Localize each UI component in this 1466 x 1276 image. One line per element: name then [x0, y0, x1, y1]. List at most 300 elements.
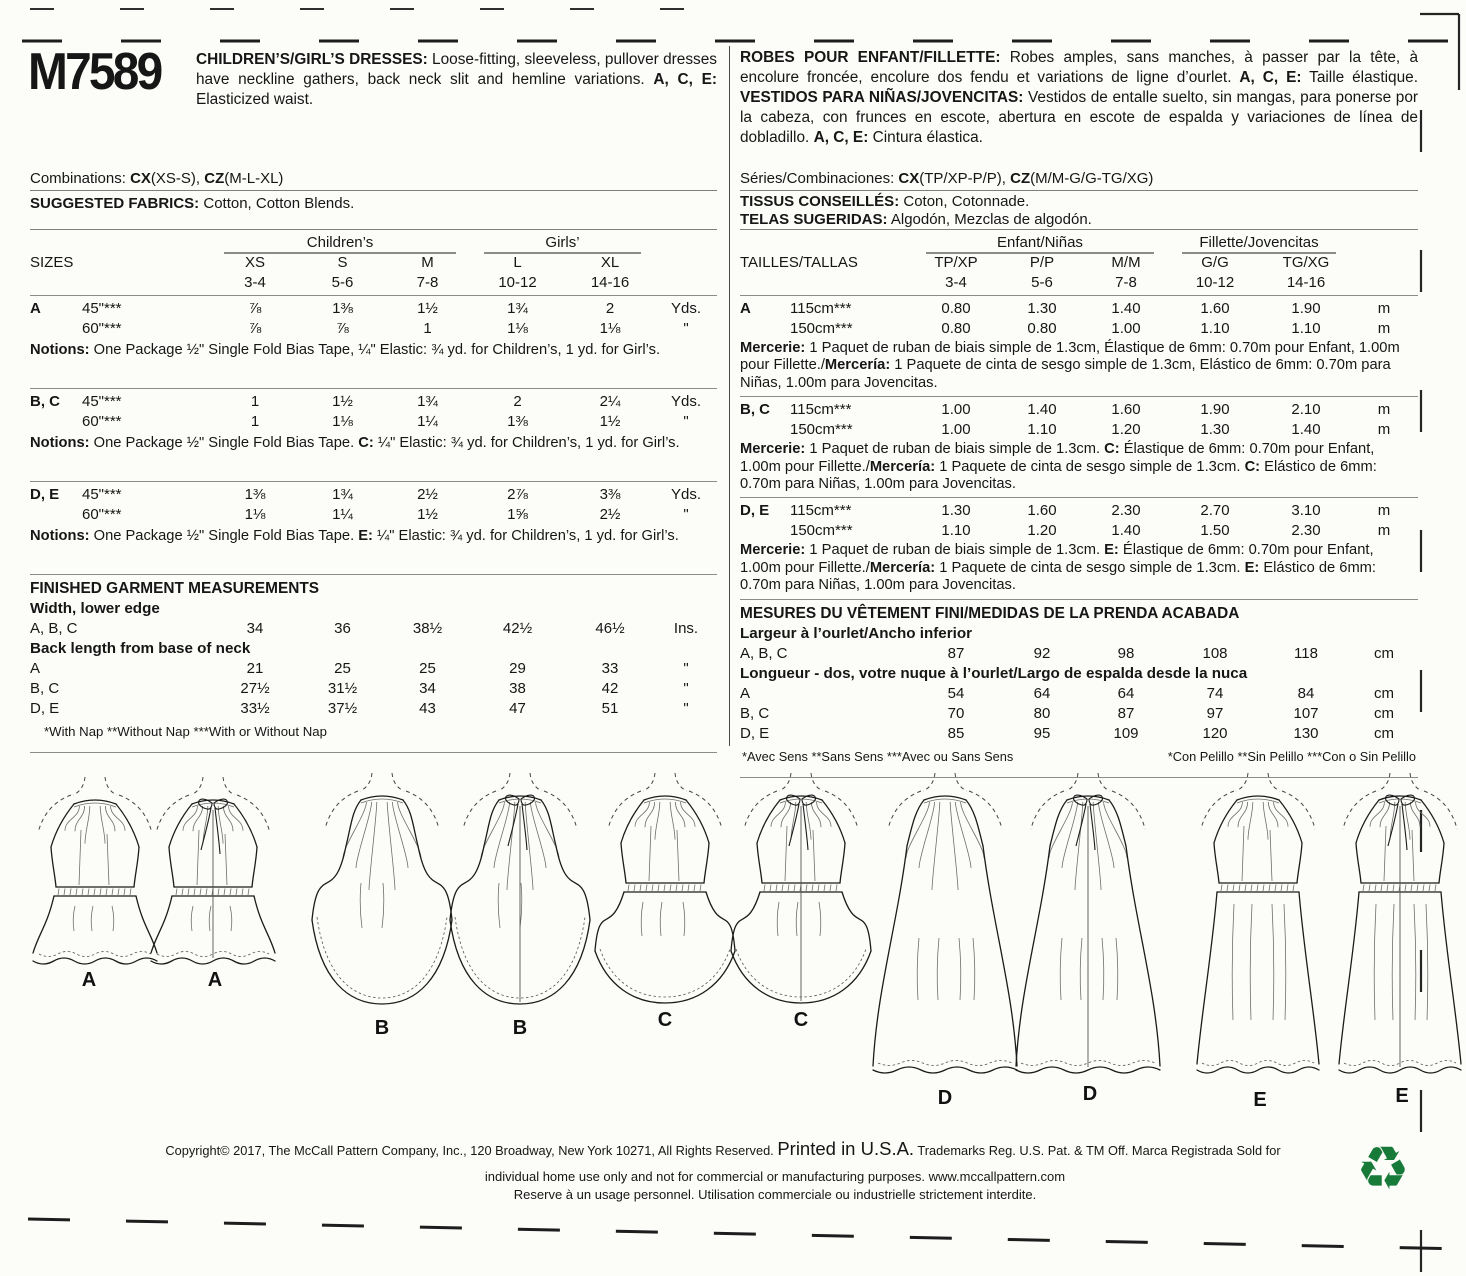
unit: cm — [1374, 644, 1394, 662]
recycle-icon: ♻ — [1356, 1135, 1410, 1202]
ages-row — [30, 273, 717, 293]
yardage-value: 2.30 — [1111, 502, 1141, 520]
bold-text: TISSUS CONSEILLÉS: — [740, 193, 900, 210]
measurement-value: 33 — [601, 660, 619, 677]
measurement-value: 47 — [509, 700, 526, 717]
yardage-value: 0.80 — [941, 320, 971, 337]
bold-text: Notions: — [30, 528, 90, 544]
fabric-width: 150cm*** — [790, 421, 853, 439]
measurement-row — [30, 699, 717, 719]
yardage-value: 1.00 — [941, 401, 971, 419]
measurement-value: 29 — [509, 660, 526, 677]
yardage-value: 1¾ — [332, 486, 353, 503]
cut-line-bottom — [28, 1219, 1466, 1249]
yardage-value: 1.60 — [1111, 401, 1141, 419]
copyright-line-1: Copyright© 2017, The McCall Pattern Company, Inc., 120 Broadway, New York 10271, All Rights Reserved. Printed in U.S.A. Trademarks Reg. U.S. Pat. & TM Off. Marca Registrada Sold for — [165, 1138, 1281, 1159]
yardage-value: 1⅜ — [244, 486, 266, 503]
view-label: C — [657, 1009, 673, 1031]
yardage-value: 1.30 — [1200, 421, 1230, 439]
yardage-value: 1.20 — [1111, 421, 1141, 439]
dress-A-front — [33, 777, 157, 991]
measurement-row — [740, 644, 1418, 664]
bold-text: ROBES POUR ENFANT/FILLETTE: — [740, 49, 1001, 66]
yardage-value: 1.90 — [1291, 300, 1321, 317]
bold-text: E: — [1244, 559, 1260, 576]
nap-footnote — [740, 744, 1418, 775]
dress-B-front — [312, 773, 452, 1039]
yardage-value: 1.60 — [1200, 300, 1230, 317]
size-header: TP/XP — [934, 254, 978, 271]
yardage-row — [740, 299, 1418, 319]
size-header: P/P — [1029, 254, 1055, 271]
measurement-value: 87 — [1117, 704, 1135, 722]
table-cell — [655, 253, 717, 273]
yardage-value: 1⅛ — [244, 506, 266, 523]
bold-text: Mercería: — [869, 458, 936, 475]
yardage-value: 1 — [250, 413, 260, 430]
measurement-value: 107 — [1293, 704, 1319, 722]
dress-A-back — [151, 777, 275, 991]
table-cell — [30, 273, 210, 293]
fabric-width: 45"*** — [82, 300, 122, 317]
yardage-row — [740, 501, 1418, 521]
measurement-value: 64 — [1033, 684, 1051, 702]
measurement-value: 38 — [509, 680, 526, 697]
rule — [30, 388, 717, 389]
age-range: 3-4 — [244, 274, 266, 291]
fabric-width: 45"*** — [82, 486, 122, 503]
size-group-children — [210, 233, 470, 254]
finished-measurements-title: FINISHED GARMENT MEASUREMENTS — [30, 580, 320, 597]
measurement-value: 120 — [1202, 724, 1228, 742]
rule — [740, 599, 1418, 600]
bold-text: Mercería: — [824, 357, 891, 374]
bold-text: TELAS SUGERIDAS: — [740, 211, 888, 228]
measurement-value: 84 — [1297, 684, 1315, 702]
yardage-value: 2.70 — [1200, 502, 1230, 520]
measurement-value: 54 — [947, 684, 965, 702]
yardage-value: 1¼ — [417, 413, 438, 430]
unit: " — [683, 680, 689, 697]
view-letter: B, C — [740, 401, 770, 419]
table-cell — [740, 273, 912, 293]
view-letter: A — [30, 660, 41, 677]
view-letter — [30, 505, 82, 525]
yardage-value: 1.00 — [1111, 320, 1141, 337]
view-label: A — [81, 969, 97, 991]
bold-text: A, C, E: — [653, 70, 717, 88]
size-group-girls — [1168, 233, 1350, 254]
nap-footnote-french: *Avec Sens **Sans Sens ***Avec ou Sans Sens — [742, 748, 1014, 764]
rule — [30, 752, 717, 753]
yardage-value: 1.40 — [1291, 421, 1321, 439]
size-group-row — [740, 233, 1418, 253]
yardage-row — [740, 420, 1418, 440]
measurement-value: 25 — [334, 660, 351, 677]
yardage-row — [30, 392, 717, 412]
yardage-value: 1½ — [332, 393, 353, 410]
ages-row — [740, 273, 1418, 293]
measurement-row — [740, 724, 1418, 744]
measurement-value: 70 — [947, 704, 965, 722]
measurement-value: 87 — [947, 644, 965, 662]
yardage-value: 1½ — [417, 506, 438, 523]
table-cell — [740, 233, 912, 254]
unit: " — [683, 700, 689, 717]
rule — [740, 777, 1418, 778]
yardage-row — [30, 505, 717, 525]
dress-E-back — [1339, 773, 1461, 1107]
yardage-row — [740, 400, 1418, 420]
bold-text: CHILDREN’S/GIRL’S DRESSES: — [196, 51, 428, 68]
measurement-value: 37½ — [327, 700, 358, 717]
yardage-value: 2 — [605, 300, 615, 317]
yardage-value: 1⅛ — [332, 413, 353, 430]
fabric-width: 150cm*** — [790, 320, 853, 337]
rule — [740, 396, 1418, 397]
measurement-value: 25 — [419, 660, 436, 677]
yardage-value: 1.10 — [941, 522, 971, 540]
yardage-value: 1.00 — [941, 421, 971, 439]
age-range: 3-4 — [945, 274, 967, 291]
yardage-value: 1¾ — [507, 300, 528, 317]
measurement-value: 97 — [1206, 704, 1224, 722]
yardage-row — [30, 412, 717, 432]
yardage-value: 1.40 — [1111, 522, 1141, 540]
measurement-value: 42½ — [502, 620, 533, 637]
description-french-spanish: ROBES POUR ENFANT/FILLETTE: Robes amples, sans manches, à passer par la tête, à encolure froncée, encolure dos fendu et variations de ligne d’ourlet. A, C, E: Taille élastique. VESTIDOS PARA NIÑAS/JOVENCITAS: Vestidos de entalle suelto, sin mangas, para ponerse por la cabeza, con frunces en escote, abertura en escote de espalda y variaciones de línea de dobladillo. A, C, E: Cintura élastica. — [740, 49, 1419, 146]
yardage-value: 2 — [513, 393, 522, 410]
measurement-value: 92 — [1033, 644, 1051, 662]
size-header: M — [421, 254, 434, 271]
yardage-value: ⅞ — [336, 320, 349, 337]
measurement-row — [30, 619, 717, 639]
measurement-row — [30, 659, 717, 679]
notions-note: Mercerie: 1 Paquet de ruban de biais simple de 1.3cm. E: Élastique de 6mm: 0.70m pour Enfant, 1.00m pour Fillette./Mercería: 1 Paquete de cinta de sesgo simple de 1.3cm. E: Elástico de 6mm: 0.70m para Niñas, 1.00m para Jovencitas. — [740, 542, 1376, 594]
size-header: G/G — [1201, 254, 1229, 271]
yardage-value: 1¼ — [332, 506, 353, 523]
yardage-value: 2½ — [417, 486, 438, 503]
sizes-row — [740, 253, 1418, 273]
unit: cm — [1374, 684, 1394, 702]
view-letter: B, C — [30, 680, 60, 697]
yardage-value: 1 — [250, 393, 260, 410]
yardage-value: 1⅝ — [507, 506, 528, 523]
fabric-width: 60"*** — [82, 320, 122, 337]
age-range: 10-12 — [1195, 274, 1235, 291]
pattern-number: M7589 — [28, 43, 161, 101]
yardage-value: 1.60 — [1027, 502, 1057, 520]
view-letter: A — [30, 300, 41, 317]
yardage-value: 3.10 — [1291, 502, 1321, 520]
copyright-line-3: Reserve à un usage personnel. Utilisation commerciale ou industrielle strictement interdite. — [513, 1187, 1037, 1202]
unit: Ins. — [673, 620, 699, 637]
bold-text: C: — [358, 435, 374, 451]
nap-footnote: *With Nap **Without Nap ***With or Without Nap — [44, 724, 327, 739]
group-label: Girls’ — [484, 233, 641, 254]
sizes-label: TAILLES/TALLAS — [740, 254, 858, 271]
unit: m — [1377, 300, 1391, 317]
bold-text: C: — [1104, 441, 1120, 458]
age-range: 14-16 — [1286, 274, 1326, 291]
yardage-value: 1½ — [417, 300, 438, 317]
fabric-width: 115cm*** — [790, 401, 852, 419]
emphasis-text: Printed in U.S.A. — [777, 1138, 915, 1159]
yardage-value: 1.30 — [941, 502, 971, 520]
table-cell — [655, 233, 717, 254]
view-letter: D, E — [30, 700, 60, 717]
size-header: XL — [600, 254, 620, 271]
unit: m — [1377, 401, 1391, 419]
unit: m — [1377, 320, 1391, 337]
age-range: 5-6 — [331, 274, 354, 291]
yardage-value: 1⅛ — [507, 320, 528, 337]
group-label: Fillette/Jovencitas — [1182, 233, 1336, 254]
unit: m — [1377, 421, 1391, 439]
unit: m — [1377, 502, 1391, 520]
yardage-value: 3⅜ — [599, 486, 621, 503]
view-letter: A — [740, 300, 751, 317]
suggested-fabrics-spanish: TELAS SUGERIDAS: Algodón, Mezclas de algodón. — [740, 211, 1092, 228]
unit: Yds. — [670, 393, 701, 410]
yardage-row — [740, 521, 1418, 541]
fabric-width: 150cm*** — [790, 522, 853, 540]
yardage-value: 1.40 — [1027, 401, 1057, 419]
measurement-value: 85 — [947, 724, 965, 742]
view-letter — [740, 420, 790, 440]
yardage-value: 0.80 — [1027, 320, 1057, 337]
fabric-width: 60"*** — [82, 506, 122, 523]
unit: " — [683, 413, 689, 430]
view-label: E — [1395, 1085, 1409, 1107]
measurement-value: 80 — [1033, 704, 1051, 722]
bold-text: Mercerie: — [740, 542, 806, 559]
bold-text: CX — [130, 170, 151, 187]
view-letter: A, B, C — [30, 620, 78, 637]
view-label: D — [1082, 1083, 1098, 1105]
dress-line-drawings — [33, 773, 1461, 1111]
size-header: S — [337, 254, 348, 271]
measurement-value: 31½ — [327, 680, 358, 697]
age-range: 10-12 — [498, 274, 537, 291]
view-label: C — [793, 1009, 809, 1031]
yardage-value: 1.50 — [1200, 522, 1230, 540]
view-letter: B, C — [740, 704, 770, 722]
yardage-value: ⅞ — [248, 320, 262, 337]
dress-D-back — [1016, 773, 1160, 1105]
yardage-value: 1⅜ — [332, 300, 353, 317]
measurement-value: 64 — [1117, 684, 1135, 702]
notions-note: Notions: One Package ½" Single Fold Bias Tape. E: ¼" Elastic: ¾ yd. for Children’s, 1 yd. for Girl’s. — [30, 528, 679, 544]
description-english: CHILDREN’S/GIRL’S DRESSES: Loose-fitting, sleeveless, pullover dresses have neckline gathers, back neck slit and hemline variations. A, C, E: Elasticized waist. — [196, 51, 717, 108]
view-label: B — [512, 1017, 528, 1039]
rule — [740, 497, 1418, 498]
notions-note: Notions: One Package ½" Single Fold Bias Tape. C: ¼" Elastic: ¾ yd. for Children’s, 1 yd. for Girl’s. — [30, 435, 680, 451]
yardage-value: 2.30 — [1291, 522, 1321, 540]
yardage-row — [740, 319, 1418, 339]
yardage-value: 1.10 — [1200, 320, 1230, 337]
measurement-value: 130 — [1293, 724, 1319, 742]
view-label: A — [207, 969, 223, 991]
dress-B-back — [450, 773, 590, 1039]
bold-text: Notions: — [30, 342, 90, 358]
bold-text: Mercería: — [869, 559, 936, 576]
bold-text: C: — [1244, 458, 1261, 475]
fabric-width: 60"*** — [82, 413, 122, 430]
view-letter: D, E — [30, 486, 60, 503]
size-group-row — [30, 233, 717, 253]
unit: m — [1377, 522, 1391, 540]
measurement-value: 74 — [1206, 684, 1224, 702]
measurement-value: 36 — [334, 620, 351, 637]
measurement-value: 51 — [601, 700, 619, 717]
view-letter: A — [740, 684, 751, 702]
measurement-value: 42 — [601, 680, 619, 697]
measurement-value: 33½ — [240, 700, 270, 717]
measurement-value: 109 — [1113, 724, 1139, 742]
view-letter — [30, 319, 82, 339]
fabric-width: 45"*** — [82, 393, 122, 410]
size-group-children — [912, 233, 1168, 254]
bold-text: SUGGESTED FABRICS: — [30, 195, 200, 212]
yardage-value: 1.20 — [1027, 522, 1057, 540]
nap-footnote-spanish: *Con Pelillo **Sin Pelillo ***Con o Sin Pelillo — [1167, 748, 1416, 764]
column-divider — [729, 46, 730, 746]
dress-C-front — [595, 773, 735, 1031]
size-group-girls — [470, 233, 655, 254]
notions-note: Mercerie: 1 Paquet de ruban de biais simple de 1.3cm, Élastique de 6mm: 0.70m pour Enfant, 1.00m pour Fillette./Mercería: 1 Paquete de cinta de sesgo simple de 1.3cm, Elástico de 6mm: 0.70m para Niñas, 1.00m para Jovencitas. — [740, 340, 1400, 391]
age-range: 7-8 — [1115, 274, 1137, 291]
unit: cm — [1374, 704, 1394, 722]
suggested-fabrics-french: TISSUS CONSEILLÉS: Coton, Cotonnade. — [740, 193, 1030, 210]
measurement-value: 38½ — [412, 620, 443, 637]
measurement-value: 34 — [419, 680, 436, 697]
rule — [30, 481, 717, 482]
yardage-row — [30, 299, 717, 319]
bold-text: Notions: — [30, 435, 90, 451]
yardage-table-metric — [740, 229, 1418, 781]
yardage-value: 2½ — [599, 506, 621, 523]
table-cell — [1350, 233, 1418, 254]
unit: " — [683, 660, 689, 677]
bold-text: Mercerie: — [740, 340, 806, 356]
yardage-row — [30, 485, 717, 505]
bold-text: A, C, E: — [813, 129, 869, 146]
size-header: M/M — [1111, 254, 1141, 271]
view-label: B — [374, 1017, 390, 1039]
group-label: Enfant/Niñas — [926, 233, 1154, 254]
view-letter — [740, 521, 790, 541]
unit: " — [683, 506, 689, 523]
notions-note: Notions: One Package ½" Single Fold Bias Tape, ¼" Elastic: ¾ yd. for Children’s, 1 yd. for Girl’s. — [30, 342, 661, 358]
size-header: L — [513, 254, 522, 271]
yardage-value: 1 — [423, 320, 432, 337]
combinations-english: Combinations: CX(XS-S), CZ(M-L-XL) — [30, 169, 717, 191]
measurement-value: 21 — [246, 660, 264, 677]
corner-mark-top-right — [1420, 14, 1459, 90]
measurement-value: 27½ — [240, 680, 270, 697]
measurement-group-label: Back length from base of neck — [30, 640, 251, 657]
measurement-value: 118 — [1294, 644, 1318, 662]
age-range: 14-16 — [590, 274, 630, 291]
measurement-row — [740, 684, 1418, 704]
view-letter — [30, 412, 82, 432]
yardage-row — [30, 319, 717, 339]
table-cell — [1350, 273, 1418, 293]
view-letter: B, C — [30, 393, 60, 410]
view-label: E — [1253, 1089, 1267, 1111]
yardage-value: 1¾ — [417, 393, 438, 410]
measurement-value: 108 — [1202, 644, 1228, 662]
fabric-width: 115cm*** — [790, 300, 852, 317]
dress-E-front — [1197, 773, 1319, 1111]
age-range: 5-6 — [1031, 274, 1053, 291]
rule — [30, 295, 717, 296]
yardage-value: 1⅜ — [507, 413, 528, 430]
copyright-line-2: individual home use only and not for commercial or manufacturing purposes. www.mccallpattern.com — [484, 1169, 1066, 1184]
table-cell — [655, 273, 717, 293]
yardage-value: 1.10 — [1027, 421, 1057, 439]
bold-text: E: — [358, 528, 373, 544]
unit: " — [683, 320, 689, 337]
unit: Yds. — [670, 486, 701, 503]
bold-text: VESTIDOS PARA NIÑAS/JOVENCITAS: — [740, 89, 1024, 106]
rule — [30, 574, 717, 575]
measurement-group-label: Width, lower edge — [30, 600, 160, 617]
yardage-value: 1.40 — [1111, 300, 1141, 317]
sizes-label: SIZES — [30, 254, 74, 271]
yardage-table-english — [30, 229, 717, 756]
measurement-group-label: Largeur à l’ourlet/Ancho inferior — [740, 624, 973, 642]
yardage-value: ⅞ — [248, 300, 262, 317]
sizes-row — [30, 253, 717, 273]
fabric-width: 115cm*** — [790, 502, 852, 520]
measurement-value: 34 — [246, 620, 264, 637]
bold-text: Mercerie: — [740, 441, 806, 458]
table-cell — [30, 233, 210, 254]
yardage-value: 2.10 — [1291, 401, 1321, 419]
dress-D-front — [873, 773, 1017, 1109]
rule — [740, 295, 1418, 296]
yardage-value: 2¼ — [599, 393, 621, 410]
group-label: Children’s — [224, 233, 456, 254]
yardage-value: 1.30 — [1027, 300, 1057, 317]
yardage-value: 1.90 — [1200, 401, 1230, 419]
measurement-row — [30, 679, 717, 699]
view-label: D — [937, 1087, 953, 1109]
view-letter: D, E — [740, 502, 770, 520]
bold-text: CZ — [1010, 170, 1031, 187]
bold-text: E: — [1104, 542, 1119, 559]
measurement-value: 43 — [419, 700, 436, 717]
measurement-value: 46½ — [595, 620, 625, 637]
bold-text: A, C, E: — [1239, 69, 1302, 86]
measurement-value: 98 — [1117, 644, 1135, 662]
measurement-row — [740, 704, 1418, 724]
notions-note: Mercerie: 1 Paquet de ruban de biais simple de 1.3cm. C: Élastique de 6mm: 0.70m pour Enfant, 1.00m pour Fillette./Mercería: 1 Paquete de cinta de sesgo simple de 1.3cm. C: Elástico de 6mm: 0.70m para Niñas, 1.00m para Jovencitas. — [740, 441, 1377, 493]
size-header: XS — [244, 254, 265, 271]
view-letter: A, B, C — [740, 644, 788, 662]
view-letter: D, E — [740, 724, 770, 742]
yardage-value: 1.10 — [1291, 320, 1321, 337]
dress-C-back — [731, 773, 871, 1031]
yardage-value: 1⅛ — [599, 320, 621, 337]
yardage-value: 0.80 — [941, 300, 971, 317]
combinations-french: Séries/Combinaciones: CX(TP/XP-P/P), CZ(M/M-G/G-TG/XG) — [740, 169, 1418, 191]
yardage-value: 1½ — [599, 413, 621, 430]
suggested-fabrics-english: SUGGESTED FABRICS: Cotton, Cotton Blends. — [30, 195, 355, 212]
measurement-group-label: Longueur - dos, votre nuque à l’ourlet/Largo de espalda desde la nuca — [740, 664, 1248, 682]
